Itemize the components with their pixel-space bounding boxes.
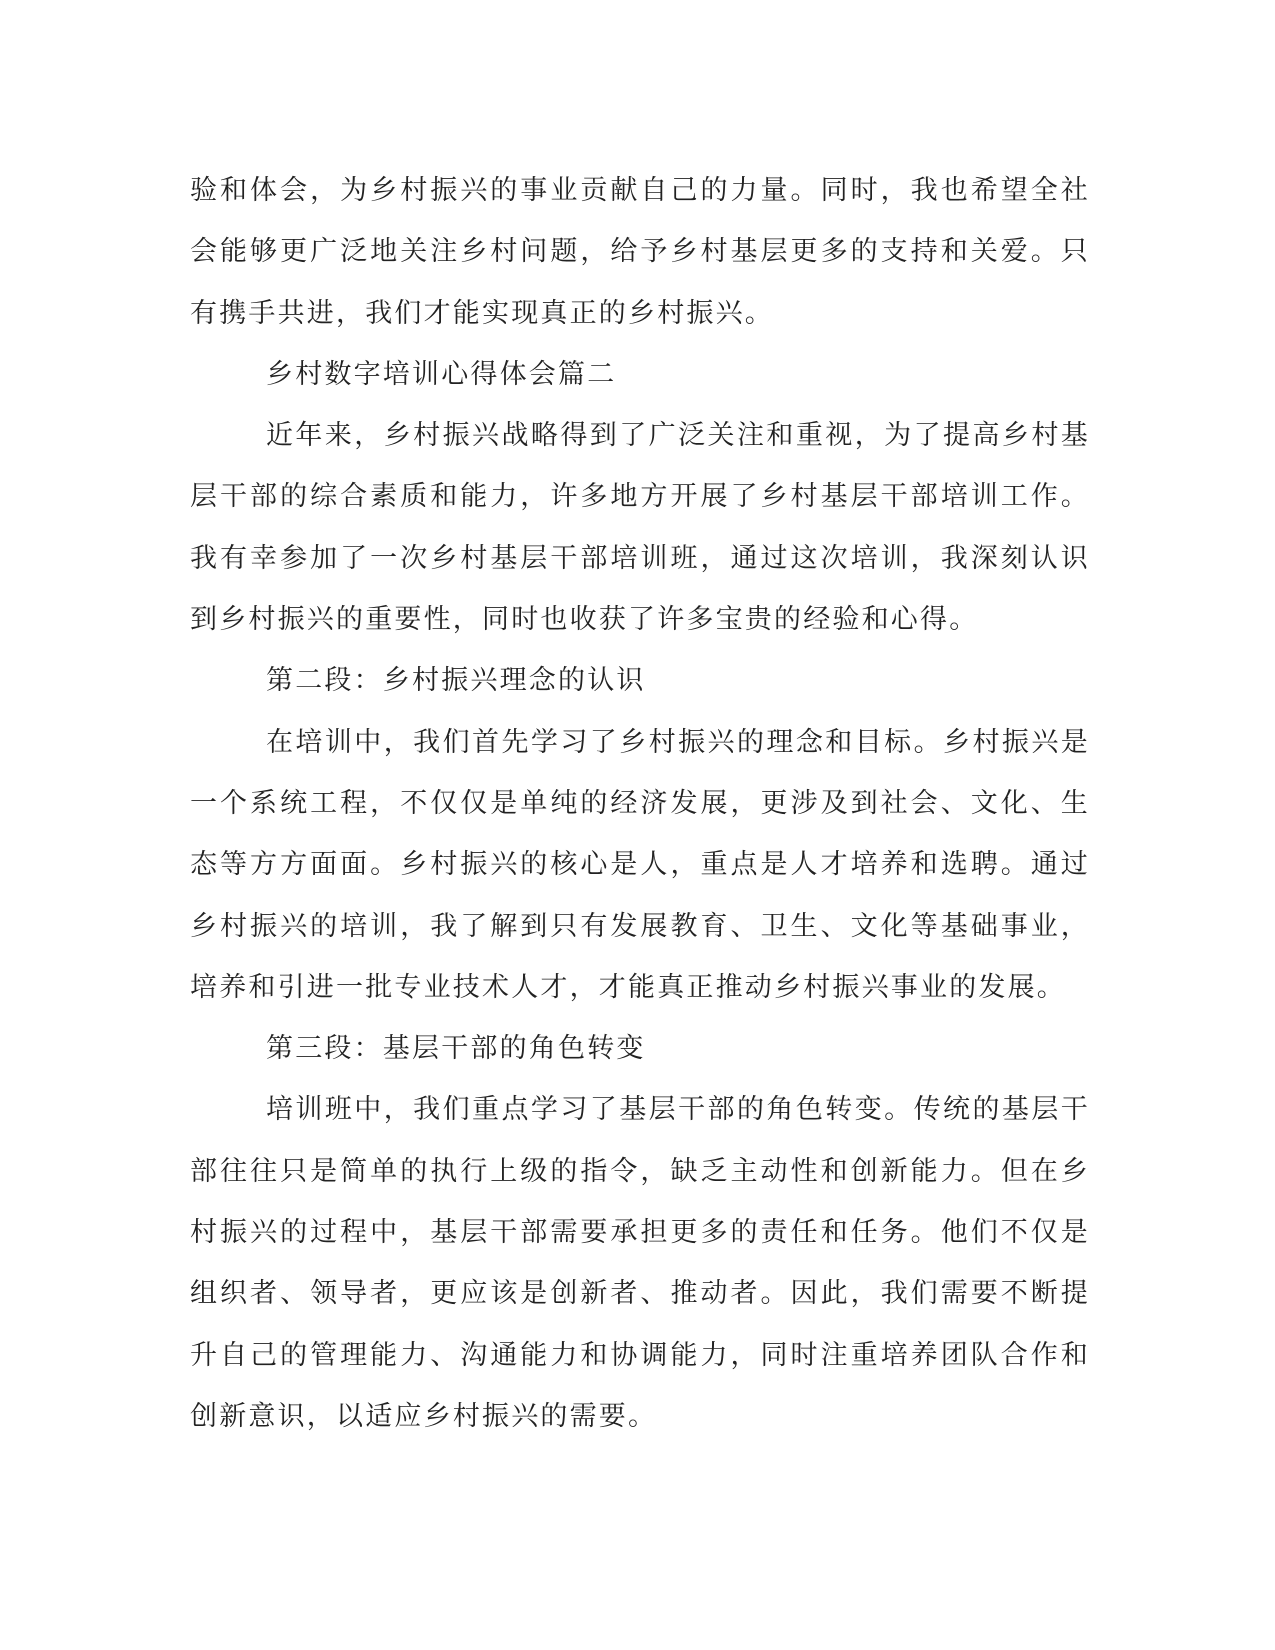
section-title: 乡村数字培训心得体会篇二 — [266, 358, 617, 390]
section-heading-3: 第三段：基层干部的角色转变 — [266, 1033, 646, 1065]
paragraph-concept: 在培训中，我们首先学习了乡村振兴的理念和目标。乡村振兴是一个系统工程，不仅仅是单纯的经济发展，更涉及到社会、文化、生态等方方面面。乡村振兴的核心是人，重点是人才培养和选聘。通过乡村振兴的培训，我了解到只有发展教育、卫生、文化等基础事业，培养和引进一批专业技术人才，才能真正推动乡村振兴事业的发展。 — [190, 726, 1090, 1003]
document-body — [190, 160, 1090, 1447]
paragraph-intro: 近年来，乡村振兴战略得到了广泛关注和重视，为了提高乡村基层干部的综合素质和能力，许多地方开展了乡村基层干部培训工作。我有幸参加了一次乡村基层干部培训班，通过这次培训，我深刻认识到乡村振兴的重要性，同时也收获了许多宝贵的经验和心得。 — [190, 420, 1090, 636]
paragraph-continuation: 验和体会，为乡村振兴的事业贡献自己的力量。同时，我也希望全社会能够更广泛地关注乡村问题，给予乡村基层更多的支持和关爱。只有携手共进，我们才能实现真正的乡村振兴。 — [190, 175, 1090, 329]
paragraph-role-change: 培训班中，我们重点学习了基层干部的角色转变。传统的基层干部往往只是简单的执行上级的指令，缺乏主动性和创新能力。但在乡村振兴的过程中，基层干部需要承担更多的责任和任务。他们不仅是组织者、领导者，更应该是创新者、推动者。因此，我们需要不断提升自己的管理能力、沟通能力和协调能力，同时注重培养团队合作和创新意识，以适应乡村振兴的需要。 — [190, 1094, 1090, 1432]
section-heading-2: 第二段：乡村振兴理念的认识 — [266, 665, 646, 697]
